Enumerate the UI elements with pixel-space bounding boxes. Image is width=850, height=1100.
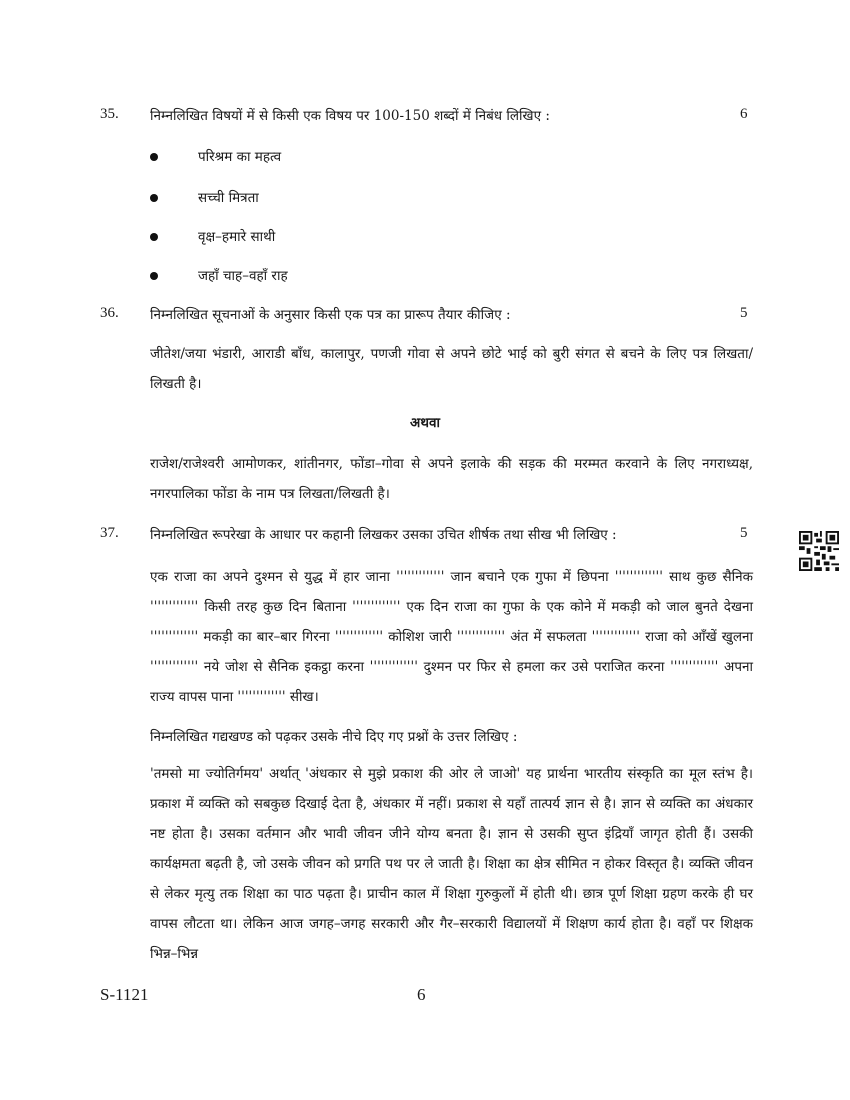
paper-code: S-1121 — [100, 985, 149, 1004]
letter-option-1: जीतेश/जया भंडारी, आराडी बाँध, कालापुर, पणजी गोवा से अपने छोटे भाई को बुरी संगत से बचने के लिए पत्र लिखता/लिखती है। — [150, 346, 753, 392]
question-text: निम्नलिखित विषयों में से किसी एक विषय पर 100-150 शब्दों में निबंध लिखिए : — [150, 108, 550, 124]
passage-text: 'तमसो मा ज्योतिर्गमय' अर्थात् 'अंधकार से मुझे प्रकाश की ओर ले जाओ' यह प्रार्थना भारतीय संस्कृति का मूल स्तंभ है। प्रकाश में व्यक्ति को सबकुछ दिखाई देता है, अंधकार में नहीं। प्रकाश से यहाँ तात्पर्य ज्ञान से है। ज्ञान से व्यक्ति का अंधकार नष्ट होता है। उसका वर्तमान और भावी जीवन जीने योग्य बनता है। ज्ञान से उसकी सुप्त इंद्रियाँ जागृत होती हैं। उसकी कार्यक्षमता बढ़ती है, जो उसके जीवन को प्रगति पथ पर ले जाती है। शिक्षा का क्षेत्र सीमित न होकर विस्तृत है। व्यक्ति जीवन से लेकर मृत्यु तक शिक्षा का पाठ पढ़ता है। प्राचीन काल में शिक्षा गुरुकुलों में होती थी। छात्र पूर्ण शिक्षा ग्रहण करके ही घर वापस लौटता था। लेकिन आज जगह–जगह सरकारी और गैर–सरकारी विद्यालयों में शिक्षण कार्य होता है। वहाँ पर शिक्षक भिन्न–भिन्न — [150, 766, 753, 962]
question-text: निम्नलिखित रूपरेखा के आधार पर कहानी लिखकर उसका उचित शीर्षक तथा सीख भी लिखिए : — [150, 527, 617, 543]
topic-label: परिश्रम का महत्व — [198, 149, 282, 165]
question-number: 36. — [100, 305, 119, 321]
question-marks: 6 — [740, 106, 748, 122]
topic-label: जहाँ चाह–वहाँ राह — [198, 268, 288, 284]
bullet-icon — [150, 153, 158, 161]
bullet-icon — [150, 233, 158, 241]
story-outline: एक राजा का अपने दुश्मन से युद्ध में हार जाना ''''''''''''' जान बचाने एक गुफा में छिपना ''''''''''''' साथ कुछ सैनिक ''''''''''''' किसी तरह कुछ दिन बिताना ''''''''''''' एक दिन राजा का गुफा के एक कोने में मकड़ी को जाल बुनते देखना ''''''''''''' मकड़ी का बार–बार गिरना ''''''''''''' कोशिश जारी ''''''''''''' अंत में सफलता ''''''''''''' राजा को आँखें खुलना ''''''''''''' नये जोश से सैनिक इकट्ठा करना ''''''''''''' दुश्मन पर फिर से हमला कर उसे पराजित करना ''''''''''''' अपना राज्य वापस पाना ''''''''''''' सीख। — [150, 569, 753, 705]
bullet-icon — [150, 272, 158, 280]
question-marks: 5 — [740, 305, 748, 321]
question-number: 35. — [100, 106, 119, 122]
qr-code-icon — [799, 531, 839, 571]
or-separator: अथवा — [410, 415, 440, 431]
question-marks: 5 — [740, 525, 748, 541]
question-number: 37. — [100, 525, 119, 541]
passage-instruction: निम्नलिखित गद्यखण्ड को पढ़कर उसके नीचे दिए गए प्रश्नों के उत्तर लिखिए : — [150, 729, 518, 745]
topic-label: सच्ची मित्रता — [198, 190, 259, 206]
bullet-icon — [150, 194, 158, 202]
page-number: 6 — [417, 985, 426, 1004]
letter-option-2: राजेश/राजेश्वरी आमोणकर, शांतीनगर, फोंडा–गोवा से अपने इलाके की सड़क की मरम्मत करवाने के लिए नगराध्यक्ष, नगरपालिका फोंडा के नाम पत्र लिखता/लिखती है। — [150, 456, 753, 502]
topic-label: वृक्ष–हमारे साथी — [198, 229, 276, 245]
question-text: निम्नलिखित सूचनाओं के अनुसार किसी एक पत्र का प्रारूप तैयार कीजिए : — [150, 307, 511, 323]
